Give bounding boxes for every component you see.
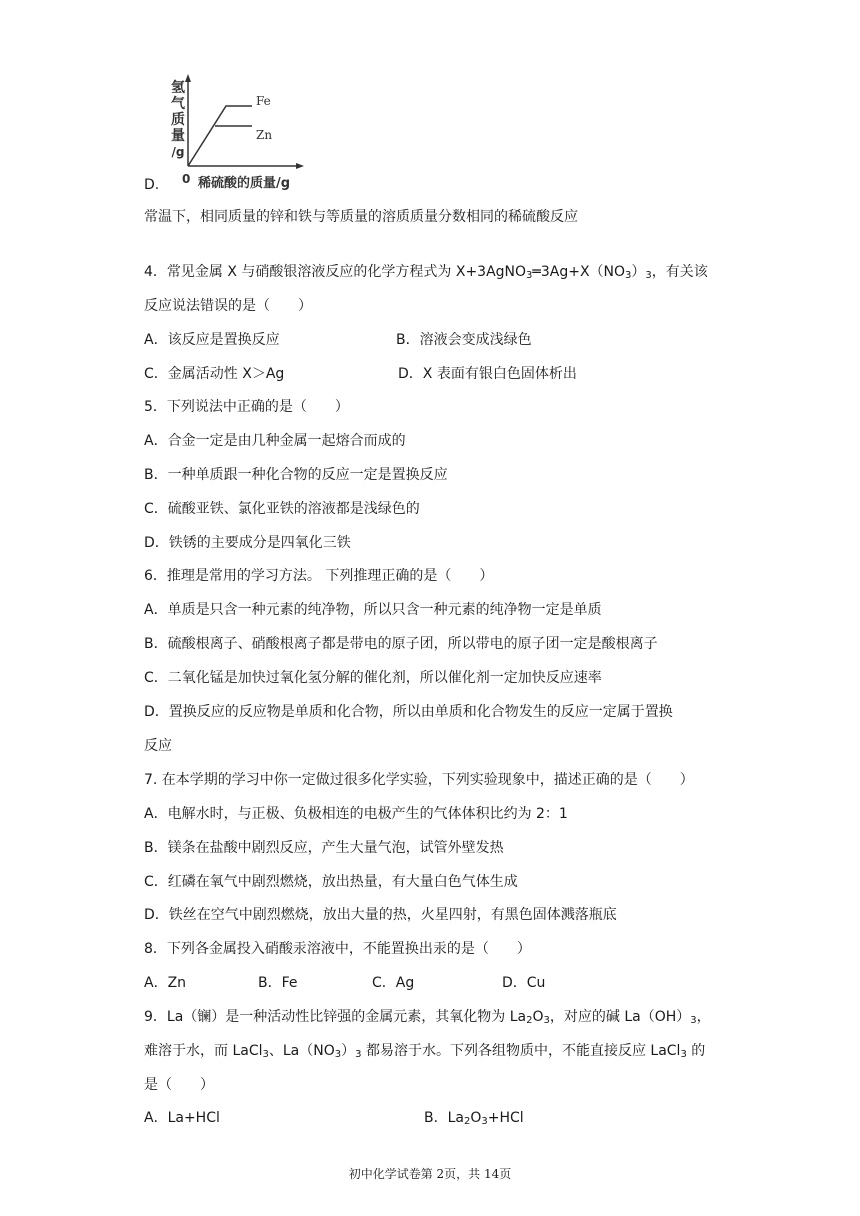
y-char: 氢 xyxy=(171,80,185,96)
q8-option-c: C．Ag xyxy=(372,975,415,991)
q4-option-b: B．溶液会变成浅绿色 xyxy=(396,332,532,348)
fe-curve xyxy=(188,106,252,166)
subscript: 3 xyxy=(334,1049,342,1060)
page-footer: 初中化学试卷第 2页，共 14页 xyxy=(348,1167,512,1181)
subscript: 3 xyxy=(625,270,632,281)
q8-stem: 8．下列各金属投入硝酸汞溶液中，不能置换出汞的是（ ） xyxy=(144,941,531,957)
q7-option-d: D．铁丝在空气中剧烈燃烧，放出大量的热，火星四射，有黑色固体溅落瓶底 xyxy=(144,907,617,923)
subscript: 2 xyxy=(526,1015,533,1026)
q5-option-c: C．硫酸亚铁、氯化亚铁的溶液都是浅绿色的 xyxy=(144,501,420,517)
q9-text: 、La（NO xyxy=(268,1043,335,1059)
q7-option-a: A．电解水时，与正极、负极相连的电极产生的气体体积比约为 2：1 xyxy=(144,806,568,822)
subscript: 3 xyxy=(680,1049,687,1060)
q9-text: 的 xyxy=(686,1043,706,1059)
q9-text: 都易溶于水。下列各组物质中，不能直接反应 LaCl xyxy=(361,1043,681,1059)
q9-text: 9．La（镧）是一种活动性比锌强的金属元素，其氧化物为 La xyxy=(144,1009,527,1025)
q9-stem-line2 xyxy=(144,1041,705,1061)
q4-stem-line2: 反应说法错误的是（ ） xyxy=(144,298,312,314)
graph-origin: 0 xyxy=(182,172,191,186)
q4-stem-text: ，有关该 xyxy=(651,264,708,280)
subscript: 3 xyxy=(355,1049,362,1060)
q6-option-d: D．置换反应的反应物是单质和化合物，所以由单质和化合物发生的反应一定属于置换 xyxy=(144,704,673,720)
y-char: 质 xyxy=(171,112,185,128)
y-char: /g xyxy=(171,145,185,159)
q6-option-b: B．硫酸根离子、硝酸根离子都是带电的原子团，所以带电的原子团一定是酸根离子 xyxy=(144,636,658,652)
q5-option-b: B．一种单质跟一种化合物的反应一定是置换反应 xyxy=(144,467,448,483)
subscript: 3 xyxy=(481,1116,488,1127)
q4-option-c: C．金属活动性 X＞Ag xyxy=(144,366,285,382)
q9-stem-line3: 是（ ） xyxy=(144,1077,214,1093)
graph-caption: 常温下，相同质量的锌和铁与等质量的溶质质量分数相同的稀硫酸反应 xyxy=(144,209,578,225)
q5-option-d: D．铁锈的主要成分是四氧化三铁 xyxy=(144,535,351,551)
subscript: 3 xyxy=(262,1049,269,1060)
q7-option-b: B．镁条在盐酸中剧烈反应，产生大量气泡，试管外壁发热 xyxy=(144,840,504,856)
fe-label: Fe xyxy=(256,94,271,108)
q6-option-c: C．二氧化锰是加快过氧化氢分解的催化剂，所以催化剂一定加快反应速率 xyxy=(144,670,602,686)
q9-text: ） xyxy=(341,1043,356,1059)
q9-text: 难溶于水，而 LaCl xyxy=(144,1043,263,1059)
subscript: 3 xyxy=(690,1015,697,1026)
q9-option-a: A．La+HCl xyxy=(144,1110,220,1126)
q9-text: ，对应的碱 La（OH） xyxy=(549,1009,691,1025)
q4-stem-text: ） xyxy=(631,264,646,280)
q5-stem: 5．下列说法中正确的是（ ） xyxy=(144,399,349,415)
q8-option-b: B．Fe xyxy=(258,975,298,991)
q4-stem xyxy=(144,262,708,282)
q6-option-d-cont: 反应 xyxy=(144,738,172,754)
subscript: 3 xyxy=(526,270,533,281)
q9-stem xyxy=(144,1007,711,1027)
x-axis-arrow xyxy=(296,163,304,169)
q4-option-a: A．该反应是置换反应 xyxy=(144,332,280,348)
y-char: 气 xyxy=(171,96,185,112)
q8-option-d: D．Cu xyxy=(502,975,546,991)
q4-stem-text: ═3Ag+X（NO xyxy=(532,264,626,280)
q7-stem: 7. 在本学期的学习中你一定做过很多化学实验，下列实验现象中，描述正确的是（ ） xyxy=(144,772,694,788)
q9-opt-text: O xyxy=(470,1110,482,1126)
q7-option-c: C．红磷在氧气中剧烈燃烧，放出热量，有大量白色气体生成 xyxy=(144,874,518,890)
q4-stem-text: 4．常见金属 X 与硝酸银溶液反应的化学方程式为 X+3AgNO xyxy=(144,264,527,280)
y-char: 量 xyxy=(171,128,185,144)
zn-label: Zn xyxy=(256,128,273,142)
graph-y-axis-label xyxy=(170,80,186,160)
q5-option-a: A．合金一定是由几种金属一起熔合而成的 xyxy=(144,433,406,449)
subscript: 3 xyxy=(645,270,652,281)
q6-option-a: A．单质是只含一种元素的纯净物，所以只含一种元素的纯净物一定是单质 xyxy=(144,602,602,618)
q9-opt-text: B．La xyxy=(424,1110,464,1126)
q8-option-a: A．Zn xyxy=(144,975,187,991)
q9-option-b xyxy=(424,1108,524,1128)
subscript: 3 xyxy=(543,1015,550,1026)
q9-text: O xyxy=(532,1009,544,1025)
option-d-letter: D. xyxy=(144,177,160,193)
q9-opt-text: +HCl xyxy=(487,1110,524,1126)
q9-text: ， xyxy=(696,1009,711,1025)
graph-x-axis-label: 稀硫酸的质量/g xyxy=(198,176,291,191)
q4-option-d: D．X 表面有银白色固体析出 xyxy=(398,366,577,382)
q6-stem: 6．推理是常用的学习方法。 下列推理正确的是（ ） xyxy=(144,568,494,584)
subscript: 2 xyxy=(463,1116,471,1127)
